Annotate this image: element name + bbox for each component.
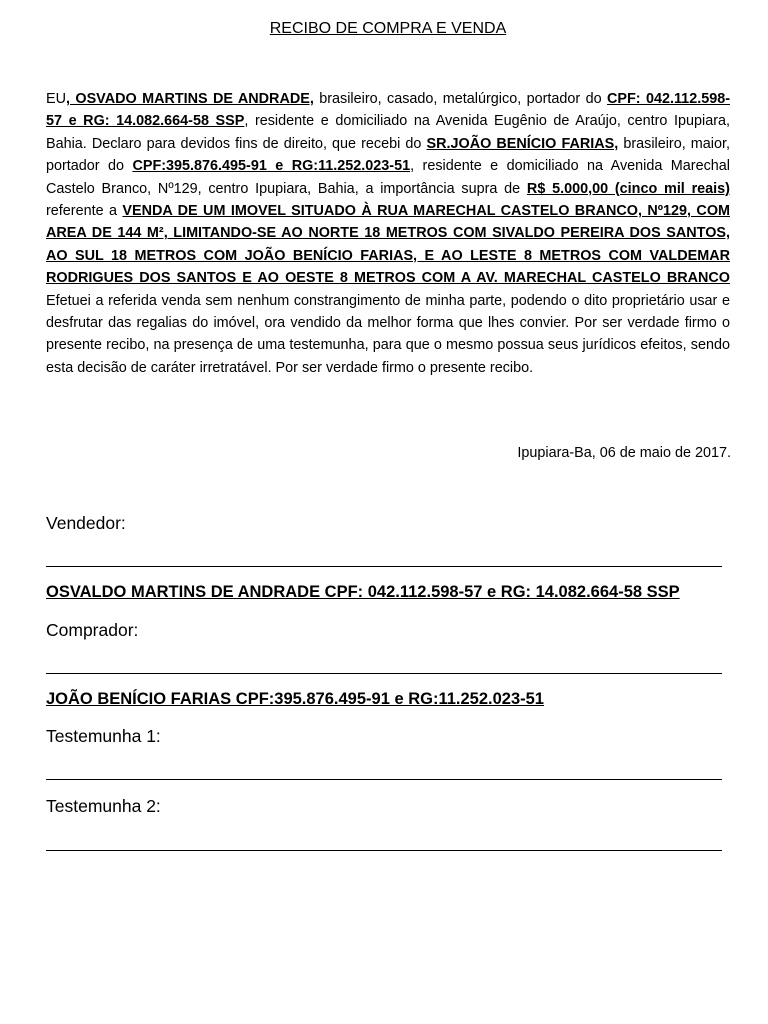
- seller-signature-line: [46, 566, 722, 567]
- place-date: Ipupiara-Ba, 06 de maio de 2017.: [517, 445, 731, 461]
- seller-documents: CPF: 042.112.598-57 e RG: 14.082.664-58 SSP: [46, 91, 730, 130]
- witness1-label: Testemunha 1:: [46, 726, 161, 746]
- receipt-body: [46, 88, 730, 379]
- body-text-closing: Efetuei a referida venda sem nenhum constrangimento de minha parte, podendo o dito proprietário usar e desfrutar das regalias do imóvel, ora vendido da melhor forma que lhes convier. Por ser verdade firmo o presente recibo, na presença de uma testemunha, para que o mesmo possua seus jurídicos efeitos, sendo esta decisão de caráter irretratável. Por ser verdade firmo o presente recibo.: [46, 292, 730, 376]
- witness1-signature-line: [46, 779, 722, 780]
- body-text-eu: EU: [46, 91, 66, 107]
- witness2-signature-line: [46, 850, 722, 851]
- buyer-label: Comprador:: [46, 620, 139, 640]
- seller-identification: OSVALDO MARTINS DE ANDRADE CPF: 042.112.598-57 e RG: 14.082.664-58 SSP: [46, 583, 680, 601]
- body-text-seller-info: brasileiro, casado, metalúrgico, portador do: [313, 91, 607, 107]
- body-text-buyer-address: , residente e domiciliado na Avenida Marechal Castelo Branco, Nº129, centro Ipupiara, Bahia, a importância supra de: [46, 158, 730, 197]
- buyer-signature-line: [46, 673, 722, 674]
- witness2-label: Testemunha 2:: [46, 796, 161, 816]
- seller-label: Vendedor:: [46, 513, 126, 533]
- document-title: RECIBO DE COMPRA E VENDA: [269, 20, 507, 37]
- seller-name: , OSVADO MARTINS DE ANDRADE,: [66, 91, 314, 107]
- buyer-identification: JOÃO BENÍCIO FARIAS CPF:395.876.495-91 e RG:11.252.023-51: [46, 690, 544, 708]
- body-text-buyer-info: brasileiro, maior, portador do: [46, 135, 730, 175]
- body-text-seller-address: , residente e domiciliado na Avenida Eugênio de Araújo, centro Ipupiara, Bahia. Declaro para devidos fins de direito, que recebi do: [46, 113, 730, 152]
- buyer-name: SR.JOÃO BENÍCIO FARIAS,: [426, 135, 619, 152]
- payment-amount: R$ 5.000,00 (cinco mil reais): [526, 180, 730, 197]
- body-text-referente: referente a: [46, 203, 123, 220]
- sale-object: VENDA DE UM IMOVEL SITUADO À RUA MARECHAL CASTELO BRANCO, Nº129, COM AREA DE 144 M², LIMITANDO-SE AO NORTE 18 METROS COM SIVALDO PEREIRA DOS SANTOS, AO SUL 18 METROS COM JOÃO BENÍCIO FARIAS, E AO LESTE 8 METROS COM VALDEMAR RODRIGUES DOS SANTOS E AO OESTE 8 METROS COM A AV. MARECHAL CASTELO BRANCO: [46, 203, 730, 287]
- buyer-documents: CPF:395.876.495-91 e RG:11.252.023-51: [132, 158, 411, 175]
